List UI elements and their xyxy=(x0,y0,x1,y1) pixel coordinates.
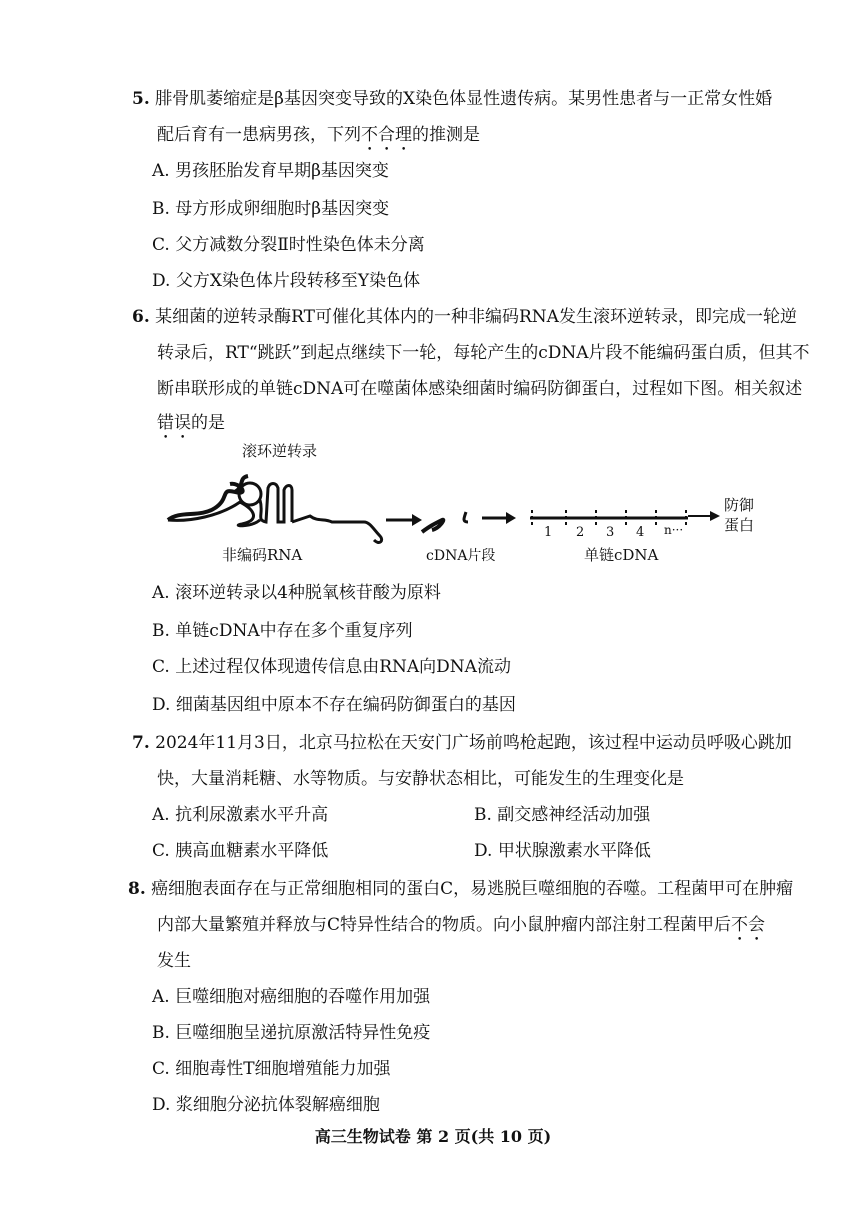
q5-option-a: A. 男孩胚胎发育早期β基因突变 xyxy=(152,161,389,181)
segment-label-4: 4 xyxy=(636,525,645,540)
q6-option-d: D. 细菌基因组中原本不存在编码防御蛋白的基因 xyxy=(152,695,516,715)
label-ss-cdna: 单链cDNA xyxy=(584,546,659,564)
segment-label-3: 3 xyxy=(606,525,615,540)
q5-text-1: 腓骨肌萎缩症是β基因突变导致的X染色体显性遗传病。某男性患者与一正常女性婚 xyxy=(155,89,773,109)
rna-tail xyxy=(292,516,382,543)
q5-option-c: C. 父方减数分裂Ⅱ时性染色体未分离 xyxy=(152,235,425,255)
rna-strand xyxy=(168,476,248,520)
q8-option-a: A. 巨噬细胞对癌细胞的吞噬作用加强 xyxy=(152,987,431,1007)
q6-number: 6. xyxy=(132,307,150,327)
diagram-svg xyxy=(160,440,770,570)
q7-option-b: B. 副交感神经活动加强 xyxy=(474,805,651,825)
q8-line-1 xyxy=(128,874,793,899)
cdna-diagram xyxy=(160,440,770,570)
label-cdna-fragment: cDNA片段 xyxy=(426,548,496,564)
q5-line-1 xyxy=(132,84,772,109)
q5-number: 5. xyxy=(132,89,150,109)
q6-line-1 xyxy=(132,302,797,327)
q8-option-b: B. 巨噬细胞呈递抗原激活特异性免疫 xyxy=(152,1023,431,1043)
q8-line-3: 发生 xyxy=(157,951,191,971)
q8-text-1: 癌细胞表面存在与正常细胞相同的蛋白C，易逃脱巨噬细胞的吞噬。工程菌甲可在肿瘤 xyxy=(151,879,794,899)
q6-emphasis: 错误 xyxy=(157,413,191,433)
q7-text-1: 2024年11月3日，北京马拉松在天安门广场前鸣枪起跑，该过程中运动员呼吸心跳加 xyxy=(155,733,792,753)
q7-option-c: C. 胰高血糖素水平降低 xyxy=(152,841,329,861)
q8-option-d: D. 浆细胞分泌抗体裂解癌细胞 xyxy=(152,1095,380,1115)
q6-tail: 的是 xyxy=(191,413,225,433)
segment-label-1: 1 xyxy=(544,525,553,540)
q6-option-a: A. 滚环逆转录以4种脱氧核苷酸为原料 xyxy=(152,583,441,603)
q6-line-2: 转录后，RT“跳跃”到起点继续下一轮，每轮产生的cDNA片段不能编码蛋白质，但其不 xyxy=(157,343,810,363)
q6-option-c: C. 上述过程仅体现遗传信息由RNA向DNA流动 xyxy=(152,657,511,677)
q5-option-d: D. 父方X染色体片段转移至Y染色体 xyxy=(152,271,421,291)
label-defense-1: 防御 xyxy=(724,496,755,514)
q5-option-b: B. 母方形成卵细胞时β基因突变 xyxy=(152,199,390,219)
q5-emphasis: 不合理 xyxy=(361,125,412,145)
q6-line-4 xyxy=(157,408,225,443)
q8-number: 8. xyxy=(128,879,146,899)
label-rolling-rt: 滚环逆转录 xyxy=(242,442,318,460)
label-defense-2: 蛋白 xyxy=(724,516,755,534)
arrow-3-head xyxy=(710,511,720,521)
q6-option-b: B. 单链cDNA中存在多个重复序列 xyxy=(152,621,413,641)
q5-line-2 xyxy=(157,120,480,155)
q8-line-2 xyxy=(157,910,765,945)
q7-number: 7. xyxy=(132,733,150,753)
page-footer: 高三生物试卷 第 2 页(共 10 页) xyxy=(314,1127,552,1146)
q5-text-2: 配后育有一患病男孩，下列 xyxy=(157,125,361,145)
q7-line-1 xyxy=(132,728,792,753)
arrow-1-head xyxy=(412,514,422,526)
q8-text-2: 内部大量繁殖并释放与C特异性结合的物质。向小鼠肿瘤内部注射工程菌甲后 xyxy=(157,915,732,935)
segment-label-2: 2 xyxy=(576,525,585,540)
q6-text-1: 某细菌的逆转录酶RT可催化其体内的一种非编码RNA发生滚环逆转录，即完成一轮逆 xyxy=(155,307,797,327)
cdna-fragment-shape xyxy=(422,520,443,532)
q5-tail: 的推测是 xyxy=(412,125,480,145)
segment-label-n: n··· xyxy=(664,523,684,537)
q6-line-3: 断串联形成的单链cDNA可在噬菌体感染细菌时编码防御蛋白，过程如下图。相关叙述 xyxy=(157,379,803,399)
q8-emphasis: 不会 xyxy=(731,915,766,935)
arrow-2-head xyxy=(506,512,516,524)
q7-line-2: 快，大量消耗糖、水等物质。与安静状态相比，可能发生的生理变化是 xyxy=(157,769,684,789)
cdna-small-fragment xyxy=(464,512,468,522)
label-noncoding-rna: 非编码RNA xyxy=(222,546,303,564)
rna-hairpins xyxy=(260,484,292,523)
q7-option-d: D. 甲状腺激素水平降低 xyxy=(474,841,651,861)
q8-option-c: C. 细胞毒性T细胞增殖能力加强 xyxy=(152,1059,391,1079)
q7-option-a: A. 抗利尿激素水平升高 xyxy=(152,805,329,825)
